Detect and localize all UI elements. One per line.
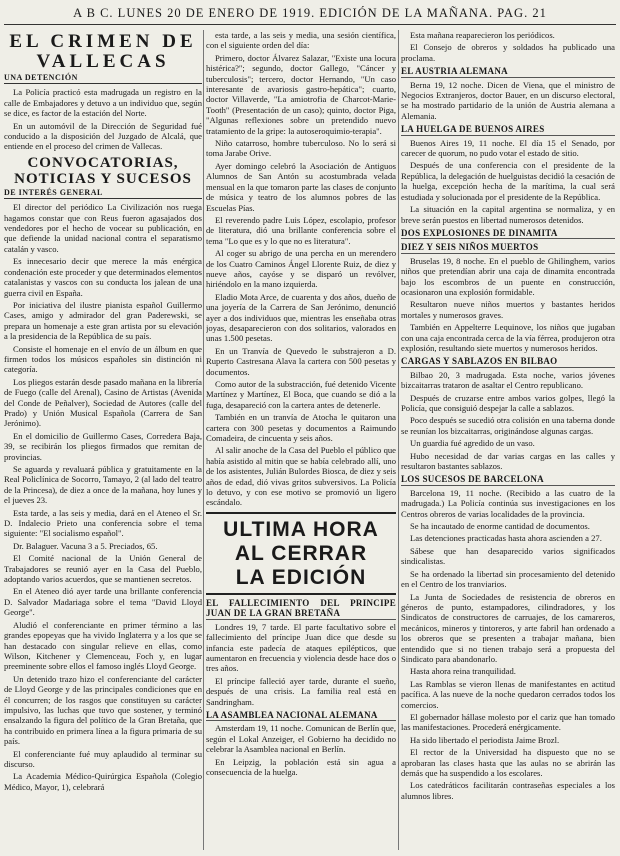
paragraph: Primero, doctor Álvarez Salazar, "Existe una locura histérica?"; segundo, doctor Gallego, "Cáncer y tuberculosis"; tercero, doctor Hernando, "Un caso interesante de avariosis gastro-hepática"; cuarto, doctor Villaverde, "La amiotrofia de Charcot-Marie-Tooth" (Presentación de un caso); quinto, doctor Piga, "Algunas reflexiones sobre un pretendido nuevo tratamiento de la gripe: la autoseroquimio-terapia".	[206, 52, 396, 136]
paragraph: Consiste el homenaje en el envío de un álbum en que firmen todos los músicos españoles sin distinción ni categoría.	[4, 343, 202, 375]
column-3	[401, 30, 615, 852]
section-title: EL FALLECIMIENTO DEL PRINCIPE JUAN DE LA GRAN BRETAÑA	[206, 597, 396, 619]
paragraph: Se ha incautado de enorme cantidad de documentos.	[410, 521, 590, 532]
paragraph: El director del periódico La Civilización nos ruega hagamos constar que con Reus fueron agasajados dos vendedores por el hecho de vocear su publicación, en que defiende la unidad nacional contra el separatismo catalán y vasco.	[4, 202, 202, 254]
paragraph: La Academia Médico-Quirúrgica Española (Colegio Médico, Mayor, 1), celebrará	[4, 771, 202, 792]
paragraph: esta tarde, a las seis y media, una sesión científica, con el siguiente orden del día:	[206, 30, 396, 51]
headline-crimen: EL CRIMEN DE VALLECAS	[9, 31, 197, 72]
paragraph: Barcelona 19, 11 noche. (Recibido a las cuatro de la madrugada.) La Policía continúa sus investigaciones en los Centros obreros de varias localidades de la provincia.	[401, 487, 615, 519]
headline-convocatorias: CONVOCATORIAS, NOTICIAS Y SUCESOS	[14, 154, 192, 187]
headline-ultima-hora: ULTIMA HORA	[206, 512, 396, 542]
subhead-detencion: UNA DETENCIÓN	[4, 73, 202, 84]
section-title: DIEZ Y SEIS NIÑOS MUERTOS	[401, 242, 615, 253]
paragraph: Niño catarroso, hombre tuberculoso. No lo será si toma Jarabe Orive.	[206, 138, 396, 159]
paragraph: Resultaron nueve niños muertos y bastantes heridos mortales y numerosos graves.	[401, 299, 615, 320]
section-title: DOS EXPLOSIONES DE DINAMITA	[401, 228, 615, 239]
column-separator	[398, 30, 399, 850]
paragraph: También en un tranvía de Atocha le quitaron una cartera con 300 pesetas y documentos a Raimundo Comadeira, de cincuenta y seis años.	[206, 412, 396, 444]
paragraph: Los catedráticos facilitarán contraseñas especiales a los alumnos libres.	[401, 780, 615, 801]
column-1	[4, 30, 202, 852]
paragraph: Por iniciativa del ilustre pianista español Guillermo Cases, amigo y admirador del gran Paderewski, se prepara un homenaje a este gran artista por su elevación a la presidencia de la República de su país.	[4, 299, 202, 342]
paragraph: Un guardia fué agredido de un vaso.	[410, 438, 535, 449]
paragraph: El reverendo padre Luis López, escolapio, profesor de literatura, dió una brillante conferencia sobre el tema "Lo que es y lo que no es literatura".	[206, 214, 396, 246]
paragraph: Se ha ordenado la libertad sin procesamiento del detenido en el Centro de los tranviarios.	[401, 568, 615, 590]
paragraph: La situación en la capital argentina se normaliza, y en breve serán puestos en libertad numerosos detenidos.	[401, 204, 615, 225]
paragraph: Sábese que han desaparecido varios significados sindicalistas.	[401, 545, 615, 567]
paragraph: También en Appelterre Lequinove, los niños que jugaban con una caja encontrada cerca de la vía férrea, produjeron otra explosión, resultando siete muertos y numerosos heridos.	[401, 322, 615, 353]
column-2	[206, 30, 396, 852]
paragraph: Ayer domingo celebró la Asociación de Antiguos Alumnos de San Antón su acostumbrada velada mensual en la que tomaron parte las clases de conjunto de música y teatro de los alumnos pobres de las Escuelas Pías.	[206, 160, 396, 213]
paragraph: Ha sido libertado el periodista Jaime Brozl.	[410, 734, 560, 745]
paragraph: Poco después se sucedió otra colisión en una taberna donde se reunían los bizcaitarras, originándose algunas cargas.	[401, 415, 615, 436]
section-title: LOS SUCESOS DE BARCELONA	[401, 474, 615, 485]
paragraph: La Policía practicó esta madrugada un registro en la calle de Embajadores y detuvo a un individuo que, según se dice, es factor de la estación del Norte.	[4, 87, 202, 119]
paragraph: Al coger su abrigo de una percha en un merendero de los Cuatro Caminos Ángel Llorente Ruiz, de diez y nueve años, cayóse y se disparó un revólver, hiriéndolo en la mano izquierda.	[206, 248, 396, 290]
paragraph: Las detenciones practicadas hasta ahora ascienden a 27.	[410, 533, 602, 544]
paragraph: Esta tarde, a las seis y media, dará en el Ateneo el Sr. D. Indalecio Prieto una conferencia sobre el tema siguiente: "El socialismo español".	[4, 507, 202, 539]
paragraph: Después de una conferencia con el presidente de la República, la delegación de huelguistas decidió la cesación de la huelga, excepción hecha de la marítima, la cual será estudiada y solucionada por el presidente de la República.	[401, 160, 615, 202]
paragraph: El conferenciante fué muy aplaudido al terminar su discurso.	[4, 748, 202, 769]
paragraph: Londres 19, 7 tarde. El parte facultativo sobre el fallecimiento del príncipe Juan dice que desde su infancia este padecía de ataques epilépticos, que aumentaron en frecuencia y violencia desde hace dos o tres años.	[206, 621, 396, 674]
paragraph: Aludió el conferenciante en primer término a las grandes epopeyas que ha vivido Inglaterra y a los que se han destacado con singular relieve en ellas, como Wilson, Kitchener y Clemenceau, Foch y, en lugar preeminente sobre ellos el famoso inglés Lloyd George.	[4, 619, 202, 672]
paragraph: Los pliegos estarán desde pasado mañana en la librería de Fuego (calle del Arenal), Casino de Artistas (Avenida del Conde de Peñalver), Sociedad de Autores (calle del Prado) y Unión Musical Española (Carrera de San Jerónimo).	[4, 376, 202, 429]
paragraph: Se aguarda y revaluará pública y gratuitamente en la Real Policlínica de Socorro, Tamayo, 2 (al lado del teatro de la Princesa), de diez a once de la mañana, hoy lunes y el jueves 23.	[4, 464, 202, 506]
paragraph: La Junta de Sociedades de resistencia de obreros en géneros de punto, estampadores, cilindradores, y los Sindicatos de constructores de carruajes, de los camareros, mecánicos, mineros y tintoreros, y arte fabril han ordenado a los obreros que se presenten a trabajar mañana, bien entendido que si no tienen trabajo será a propuesta del Sindicato para abandonarlo.	[401, 591, 615, 664]
paragraph: Al salir anoche de la Casa del Pueblo el público que había asistido al mitin que se había celebrado allí, uno de los asistentes, Julián Bulordes Biosca, de diez y seis años de edad, dió vivas gritos subversivos. La Policía lo detuvo, y con ese motivo se promovió un ligero escándalo.	[206, 445, 396, 508]
paragraph: El rector de la Universidad ha dispuesto que no se aprobaran las clases hasta que las aulas no se abrirán las demás que ha suspendido a los escolares.	[401, 747, 615, 778]
paragraph: Como autor de la substracción, fué detenido Vicente Martínez y Martínez, El Boca, que cuando se dió a la fuga, desapareció con la cartera antes de detenerle.	[206, 379, 396, 410]
headline-al-cerrar: AL CERRAR	[234, 541, 368, 565]
paragraph: Hubo necesidad de dar varias cargas en las calles y resultaron bastantes sablazos.	[401, 450, 615, 472]
paragraph: Eladio Mota Arce, de cuarenta y dos años, dueño de una joyería de la Carrera de San Jerónimo, denunció ayer a dos individuos que, mientras les enseñaba otras joyas, desaparecieron con dos solitarios, valorados en unas 1.500 pesetas.	[206, 291, 396, 344]
paragraph: El Comité nacional de la Unión General de Trabajadores se reunió ayer en la Casa del Pueblo, adoptando varios acuerdos, que se mantienen secretos.	[4, 553, 202, 585]
paragraph: Bilbao 20, 3 madrugada. Esta noche, varios jóvenes bizcaitarras trataron de asaltar el Centro republicano.	[401, 369, 615, 391]
paragraph: El Consejo de obreros y soldados ha publicado una proclama.	[401, 42, 615, 63]
running-head: A B C. LUNES 20 DE ENERO DE 1919. EDICIÓN DE LA MAÑANA. PAG. 21	[73, 6, 547, 20]
paragraph: Buenos Aires 19, 11 noche. El día 15 el Senado, por carecer de quorum, no pudo votar el estado de sitio.	[401, 137, 615, 159]
paragraph: El príncipe falleció ayer tarde, durante el sueño, después de una crisis. La familia real está en Sandringham.	[206, 675, 396, 707]
paragraph: El gobernador hállase molesto por el cariz que han tomado las manifestaciones. Procederá enérgicamente.	[401, 711, 615, 733]
paragraph: En un Tranvía de Quevedo le substrajeron a D. Ruperto Castresana Alava la cartera con 500 pesetas y documentos.	[206, 345, 396, 377]
column-separator	[203, 30, 204, 850]
paragraph: Un detenido trazo hizo el conferenciante del carácter de Lloyd George y de las principales condiciones que en él concurren; de los rasgos que constituyen su carácter impulsivo, las luchas que tuvo que sostener, y terminó ensalzando la figura del político de la Gran Bretaña, que ha contribuido en primera línea a la figura primaria de su país.	[4, 673, 202, 747]
section-title: LA HUELGA DE BUENOS AIRES	[401, 124, 615, 135]
subhead-interes-general: DE INTERÉS GENERAL	[4, 188, 202, 199]
paragraph: En el domicilio de Guillermo Cases, Corredera Baja, 39, se recibirán los pliegos firmados que remitan de provincias.	[4, 430, 202, 462]
paragraph: Amsterdam 19, 11 noche. Comunican de Berlín que, según el Lokal Anzeiger, el Gobierno ha decidido no celebrar la Asamblea nacional en Berlín.	[206, 723, 396, 755]
paragraph: Esta mañana reaparecieron los periódicos.	[410, 30, 555, 40]
paragraph: Después de cruzarse entre ambos varios golpes, llegó la Policía, que consiguió despejar la calle a sablazos.	[401, 392, 615, 413]
paragraph: Las Ramblas se vieron llenas de manifestantes en actitud pacífica. A las nueve de la noche quedaron cerrados todos los comercios.	[401, 678, 615, 710]
paragraph: Berna 19, 12 noche. Dicen de Viena, que el ministro de Negocios Extranjeros, doctor Bauer, en un discurso electoral, se ha mostrado partidario de la unión de Austria alemana a Alemania.	[401, 79, 615, 121]
section-title: EL AUSTRIA ALEMANA	[401, 66, 615, 77]
paragraph: Hasta ahora reina tranquilidad.	[410, 666, 516, 677]
top-rule	[4, 24, 616, 25]
section-title: LA ASAMBLEA NACIONAL ALEMANA	[206, 710, 396, 721]
headline-la-edicion: LA EDICIÓN	[206, 566, 396, 595]
paragraph: Dr. Balaguer. Vacuna 3 a 5. Preciados, 65.	[13, 540, 158, 551]
section-title: CARGAS Y SABLAZOS EN BILBAO	[401, 356, 615, 367]
paragraph: Bruselas 19, 8 noche. En el pueblo de Ghilinghem, varios niños que pretendían abrir una caja de dinamita encontrada bajo los escombros de un puente en construcción, ocasionaron una explosión formidable.	[401, 255, 615, 297]
paragraph: En Leipzig, la población está sin agua a consecuencia de la huelga.	[206, 756, 396, 777]
paragraph: Es innecesario decir que merece la más enérgica condenación este proceder y que determinados elementos catalanistas y vascos con su conducta los jalean de una guerra civil en España.	[4, 256, 202, 298]
paragraph: En el Ateneo dió ayer tarde una brillante conferencia D. Salvador Madariaga sobre el tema "David Lloyd George".	[4, 586, 202, 618]
paragraph: En un automóvil de la Dirección de Seguridad fué conducido a la disposición del Juzgado de Alcalá, que entiende en el proceso del crimen de Vallecas.	[4, 120, 202, 152]
